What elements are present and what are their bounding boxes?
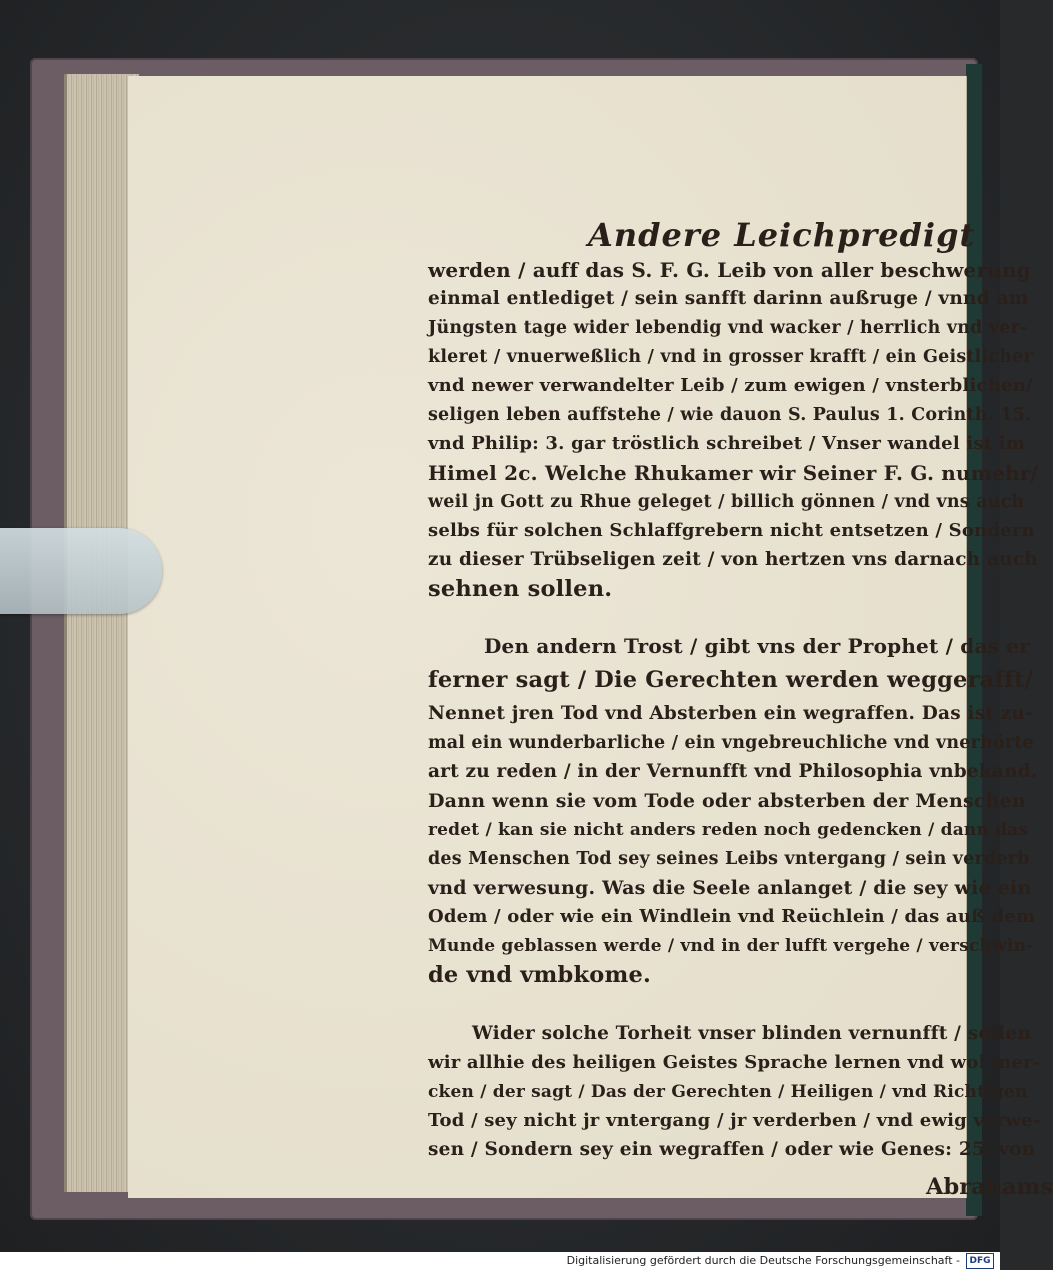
text-line: kleret / vnuerweßlich / vnd in grosser krafft / ein Geistlicher (428, 347, 1033, 367)
text-line: selbs für solchen Schlaffgrebern nicht entsetzen / Sondern (428, 520, 1035, 541)
text-line: wir allhie des heiligen Geistes Sprache lernen vnd wol mer- (428, 1052, 1041, 1073)
text-line: des Menschen Tod sey seines Leibs vntergang / sein verderb (428, 849, 1030, 869)
text-line: ferner sagt / Die Gerechten werden weggerafft/ (428, 667, 1034, 693)
text-line: Odem / oder wie ein Windlein vnd Reüchlein / das auß dem (428, 906, 1036, 927)
text-line: Himel 2c. Welche Rhukamer wir Seiner F. G. numehr/ (428, 461, 1039, 485)
text-line: sehnen sollen. (428, 576, 613, 602)
catchword: Abrahams (926, 1174, 1053, 1200)
text-line: art zu reden / in der Vernunfft vnd Philosophia vnbekand. (428, 761, 1038, 782)
text-line: Tod / sey nicht jr vntergang / jr verderben / vnd ewig verwe- (428, 1110, 1041, 1131)
text-line: vnd verwesung. Was die Seele anlanget / die sey wie ein (428, 877, 1032, 899)
text-line: redet / kan sie nicht anders reden noch gedencken / dann das (428, 820, 1029, 840)
text-line: vnd Philip: 3. gar tröstlich schreibet / Vnser wandel ist im (428, 433, 1025, 454)
text-line: seligen leben auffstehe / wie dauon S. Paulus 1. Corinth. 15. (428, 405, 1032, 425)
text-line: Jüngsten tage wider lebendig vnd wacker / herrlich vnd ver- (428, 318, 1028, 338)
text-line: mal ein wunderbarliche / ein vngebreuchliche vnd vnerhörte (428, 733, 1034, 753)
text-line: Den andern Trost / gibt vns der Prophet / das er (484, 634, 1030, 658)
funding-credit[interactable]: Digitalisierung gefördert durch die Deutsche Forschungsgemeinschaft - (566, 1254, 960, 1267)
text-line: cken / der sagt / Das der Gerechten / Heiligen / vnd Richtigen (428, 1082, 1028, 1102)
book-page (128, 76, 1053, 1200)
dfg-logo[interactable]: DFG (966, 1253, 994, 1269)
text-line: Dann wenn sie vom Tode oder absterben der Menschen (428, 790, 1026, 812)
text-line: sen / Sondern sey ein wegraffen / oder wie Genes: 25. von (428, 1139, 1036, 1160)
text-line: de vnd vmbkome. (428, 962, 652, 988)
running-header: Andere Leichpredigt (588, 216, 976, 254)
text-line: weil jn Gott zu Rhue geleget / billich gönnen / vnd vns auch (428, 492, 1025, 512)
text-line: Wider solche Torheit vnser blinden vernunfft / sollen (472, 1023, 1032, 1044)
text-line: zu dieser Trübseligen zeit / von hertzen vns darnach auch (428, 549, 1038, 570)
text-line: Munde geblassen werde / vnd in der lufft vergehe / verschwin- (428, 936, 1034, 956)
text-line: einmal entlediget / sein sanfft darinn außruge / vnnd am (428, 288, 1029, 309)
text-line: vnd newer verwandelter Leib / zum ewigen / vnsterblichen/ (428, 375, 1033, 396)
text-line: Nennet jren Tod vnd Absterben ein wegraffen. Das ist zu- (428, 703, 1033, 724)
text-line: werden / auff das S. F. G. Leib von aller beschwerung (428, 258, 1031, 282)
bookmark-tab (0, 528, 162, 614)
